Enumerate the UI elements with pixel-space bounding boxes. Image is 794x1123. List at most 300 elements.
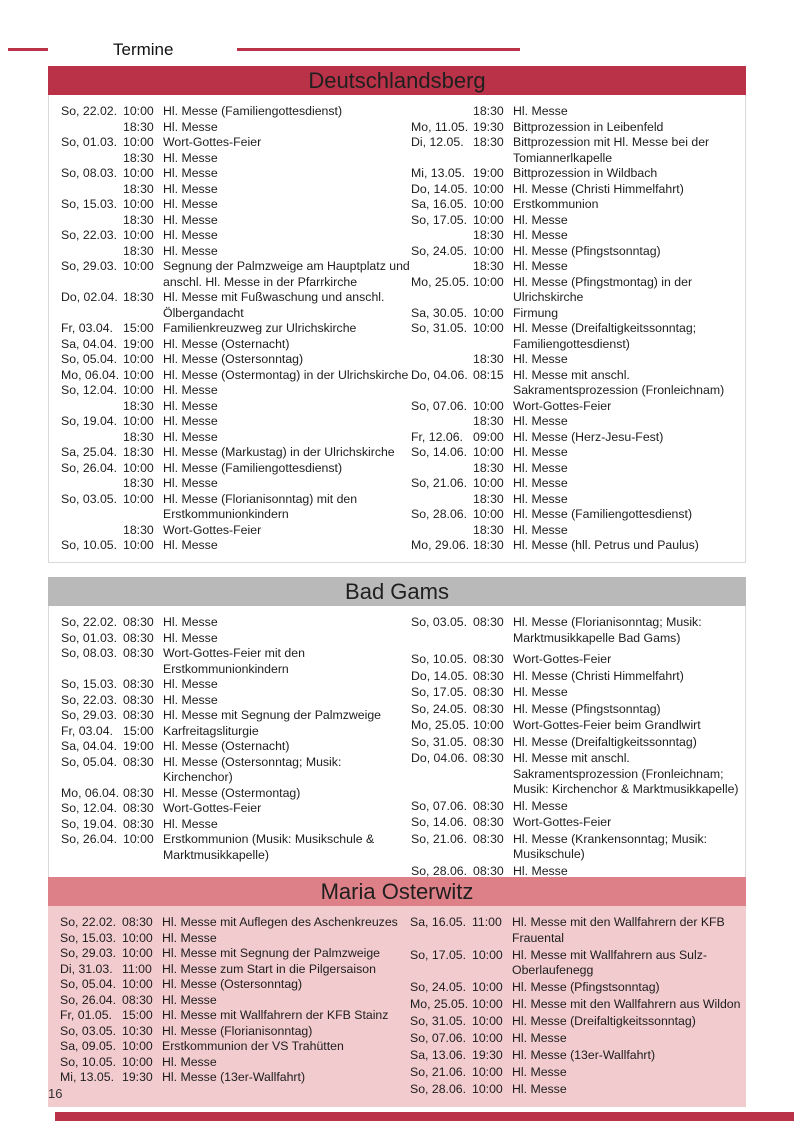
- date-cell: Do, 02.04.: [61, 290, 118, 304]
- schedule-entry: [411, 445, 741, 461]
- event-cell: Hl. Messe (13er-Wallfahrt): [162, 1070, 306, 1084]
- schedule-entry: [411, 182, 741, 198]
- date-cell: So, 21.06.: [411, 476, 468, 490]
- date-cell: So, 03.05.: [60, 1023, 117, 1038]
- date-cell: So, 22.02.: [61, 615, 118, 629]
- section-title-bad-gams: Bad Gams: [48, 577, 746, 606]
- event-cell: Wort-Gottes-Feier beim Grandlwirt: [513, 718, 701, 732]
- schedule-entry: [61, 461, 411, 477]
- schedule-entry: [61, 135, 411, 151]
- time-cell: 10:00: [123, 383, 154, 397]
- event-cell: Hl. Messe: [513, 414, 568, 428]
- time-cell: 08:15: [473, 367, 504, 382]
- time-cell: 10:00: [123, 197, 154, 211]
- schedule-entry: [61, 244, 411, 260]
- schedule-entry: [410, 1031, 742, 1047]
- schedule-entry: [61, 445, 411, 461]
- event-cell: Hl. Messe mit anschl. Sakramentsprozession (Fronleichnam): [513, 367, 725, 397]
- event-cell: Hl. Messe (Ostersonntag): [163, 352, 304, 366]
- time-cell: 11:00: [122, 961, 152, 976]
- time-cell: 10:00: [473, 321, 504, 335]
- event-cell: Bittprozession mit Hl. Messe bei der Tomiannerlkapelle: [513, 135, 710, 165]
- event-cell: Hl. Messe mit Fußwaschung und anschl. Ölbergandacht: [163, 290, 385, 320]
- date-cell: Mo, 06.04.: [61, 367, 120, 382]
- schedule-entry: [61, 693, 411, 709]
- schedule-entry: [411, 213, 741, 229]
- event-cell: Hl. Messe: [162, 992, 217, 1007]
- event-cell: Hl. Messe zum Start in die Pilgersaison: [162, 961, 376, 976]
- date-cell: So, 26.04.: [61, 460, 118, 475]
- date-cell: Sa, 16.05.: [410, 915, 467, 929]
- event-cell: Hl. Messe (Ostersonntag; Musik: Kirchenchor): [163, 754, 342, 784]
- event-cell: Firmung: [513, 305, 559, 320]
- section-bad-gams: [48, 577, 746, 889]
- schedule-entry: [61, 677, 411, 693]
- time-cell: 10:00: [473, 197, 504, 211]
- event-cell: Wort-Gottes-Feier: [513, 652, 612, 666]
- time-cell: 08:30: [473, 831, 504, 846]
- schedule-entry: [411, 430, 741, 446]
- schedule-column-right: [411, 104, 741, 554]
- event-cell: Wort-Gottes-Feier mit den Erstkommunionkindern: [163, 646, 305, 676]
- schedule-entry: [411, 702, 741, 718]
- heading-rule-right: [237, 48, 520, 51]
- event-cell: Hl. Messe (Florianisonntag) mit den Erstkommunionkindern: [163, 491, 358, 521]
- time-cell: 10:00: [122, 946, 153, 960]
- section-maria-osterwitz: [48, 877, 746, 1107]
- date-cell: [411, 104, 473, 120]
- date-cell: So, 15.03.: [60, 930, 117, 945]
- schedule-entry: [410, 1065, 742, 1081]
- date-cell: Mi, 13.05.: [60, 1070, 114, 1084]
- date-cell: So, 21.06.: [411, 831, 468, 846]
- date-cell: So, 29.03.: [60, 946, 117, 960]
- time-cell: 19:30: [473, 119, 504, 134]
- schedule-bad-gams: [48, 606, 746, 889]
- event-cell: Hl. Messe (Ostersonntag): [162, 977, 303, 991]
- schedule-entry: [411, 799, 741, 815]
- event-cell: Hl. Messe (Markustag) in der Ulrichskirche: [163, 445, 395, 459]
- event-cell: Hl. Messe mit den Wallfahrern der KFB Frauental: [512, 915, 725, 945]
- time-cell: 18:30: [123, 150, 154, 165]
- date-cell: So, 07.06.: [411, 798, 468, 813]
- time-cell: 10:00: [473, 398, 504, 413]
- date-cell: Sa, 16.05.: [411, 197, 468, 211]
- schedule-entry: [411, 120, 741, 136]
- time-cell: 08:30: [123, 630, 154, 645]
- event-cell: Wort-Gottes-Feier: [163, 801, 262, 815]
- date-cell: Mo, 25.05.: [411, 718, 470, 732]
- date-cell: So, 31.05.: [411, 734, 468, 749]
- time-cell: 08:30: [123, 754, 154, 769]
- date-cell: So, 29.03.: [61, 708, 118, 722]
- event-cell: Hl. Messe: [163, 429, 218, 444]
- schedule-entry: [61, 817, 411, 833]
- time-cell: 19:00: [473, 166, 504, 180]
- time-cell: 10:00: [123, 538, 154, 552]
- time-cell: 08:30: [122, 915, 153, 929]
- schedule-entry: [411, 306, 741, 322]
- schedule-entry: [61, 166, 411, 182]
- event-cell: Hl. Messe: [163, 692, 218, 707]
- event-cell: Hl. Messe: [513, 352, 568, 366]
- schedule-entry: [61, 352, 411, 368]
- time-cell: 08:30: [473, 798, 504, 813]
- time-cell: 10:00: [473, 507, 504, 521]
- event-cell: Hl. Messe: [163, 166, 218, 180]
- date-cell: So, 24.05.: [411, 243, 468, 258]
- time-cell: 08:30: [473, 652, 504, 666]
- event-cell: Wort-Gottes-Feier: [163, 135, 262, 149]
- event-cell: Hl. Messe: [513, 460, 568, 475]
- date-cell: So, 08.03.: [61, 646, 118, 660]
- schedule-entry: [61, 724, 411, 740]
- event-cell: Hl. Messe: [163, 243, 218, 258]
- event-cell: Hl. Messe: [163, 150, 218, 165]
- date-cell: Mi, 13.05.: [411, 166, 465, 180]
- event-cell: Hl. Messe: [162, 1054, 217, 1069]
- time-cell: 18:30: [473, 460, 504, 475]
- event-cell: Erstkommunion: [513, 197, 599, 211]
- schedule-entry: [61, 615, 411, 631]
- schedule-entry: [411, 461, 741, 477]
- event-cell: Hl. Messe (Pfingstmontag) in der Ulrichskirche: [513, 274, 693, 304]
- time-cell: 10:00: [123, 228, 154, 242]
- date-cell: Mo, 29.06.: [411, 538, 470, 552]
- schedule-entry: [61, 290, 411, 321]
- event-cell: Wort-Gottes-Feier: [513, 398, 612, 413]
- event-cell: Hl. Messe (Florianisonntag; Musik: Marktmusikkapelle Bad Gams): [513, 615, 702, 645]
- schedule-column-left: [61, 615, 411, 880]
- event-cell: Hl. Messe: [513, 445, 568, 459]
- schedule-entry: [60, 946, 410, 962]
- event-cell: Hl. Messe (Dreifaltigkeitssonntag; Familiengottesdienst): [513, 321, 697, 351]
- schedule-entry: [61, 414, 411, 430]
- section-title-maria-osterwitz: Maria Osterwitz: [48, 877, 746, 906]
- time-cell: 18:30: [123, 119, 154, 134]
- time-cell: 18:30: [123, 398, 154, 413]
- time-cell: 10:00: [123, 166, 154, 180]
- time-cell: 08:30: [123, 646, 154, 660]
- event-cell: Hl. Messe: [163, 615, 218, 629]
- schedule-entry: [61, 104, 411, 120]
- schedule-entry: [61, 368, 411, 384]
- schedule-maria-osterwitz: [48, 906, 746, 1107]
- schedule-entry: [411, 507, 741, 523]
- event-cell: Hl. Messe: [513, 259, 568, 273]
- time-cell: 10:00: [473, 243, 504, 258]
- date-cell: So, 10.05.: [61, 538, 118, 552]
- time-cell: 18:30: [473, 522, 504, 537]
- date-cell: So, 19.04.: [61, 816, 118, 831]
- date-cell: Fr, 01.05.: [60, 1008, 112, 1022]
- date-cell: So, 22.02.: [61, 104, 118, 118]
- time-cell: 08:30: [473, 685, 504, 699]
- event-cell: Hl. Messe: [163, 228, 218, 242]
- event-cell: Wort-Gottes-Feier: [513, 815, 612, 829]
- schedule-entry: [61, 646, 411, 677]
- time-cell: 08:30: [123, 816, 154, 831]
- date-cell: So, 14.06.: [411, 815, 468, 829]
- time-cell: 10:00: [472, 1014, 503, 1028]
- date-cell: [411, 414, 473, 430]
- event-cell: Hl. Messe (Herz-Jesu-Fest): [513, 429, 664, 444]
- event-cell: Hl. Messe (Dreifaltigkeitssonntag): [512, 1014, 696, 1028]
- schedule-entry: [411, 166, 741, 182]
- event-cell: Hl. Messe (Pfingstsonntag): [513, 701, 661, 716]
- schedule-entry: [60, 977, 410, 993]
- schedule-entry: [411, 615, 741, 646]
- date-cell: So, 22.02.: [60, 915, 117, 929]
- event-cell: Hl. Messe (Pfingstsonntag): [512, 980, 660, 994]
- date-cell: Sa, 04.04.: [61, 739, 118, 753]
- schedule-entry: [60, 1008, 410, 1024]
- event-cell: Hl. Messe mit Wallfahrern der KFB Stainz: [162, 1008, 389, 1022]
- event-cell: Hl. Messe mit anschl. Sakramentsprozession (Fronleichnam; Musik: Kirchenchor & Marktmusikkapelle): [513, 751, 739, 796]
- date-cell: [411, 352, 473, 368]
- date-cell: [61, 151, 123, 167]
- date-cell: Sa, 30.05.: [411, 305, 468, 320]
- schedule-entry: [411, 652, 741, 668]
- date-cell: Fr, 12.06.: [411, 429, 463, 444]
- date-cell: [61, 399, 123, 415]
- section-title-deutschlandsberg: Deutschlandsberg: [48, 66, 746, 95]
- schedule-entry: [61, 523, 411, 539]
- event-cell: Hl. Messe: [162, 930, 217, 945]
- time-cell: 19:00: [123, 739, 154, 753]
- event-cell: Hl. Messe (Ostermontag): [163, 785, 301, 800]
- schedule-entry: [61, 755, 411, 786]
- time-cell: 19:00: [123, 336, 154, 351]
- event-cell: Hl. Messe (hll. Petrus und Paulus): [513, 538, 699, 552]
- date-cell: [61, 430, 123, 446]
- time-cell: 18:30: [473, 104, 504, 118]
- event-cell: Hl. Messe (Christi Himmelfahrt): [513, 181, 684, 196]
- time-cell: 08:30: [473, 668, 504, 683]
- date-cell: [411, 523, 473, 539]
- time-cell: 18:30: [123, 522, 154, 537]
- date-cell: So, 07.06.: [410, 1031, 467, 1045]
- time-cell: 10:00: [123, 135, 154, 149]
- date-cell: Sa, 09.05.: [60, 1039, 117, 1053]
- date-cell: So, 28.06.: [410, 1082, 467, 1096]
- date-cell: Do, 04.06.: [411, 751, 468, 765]
- schedule-entry: [60, 1055, 410, 1071]
- date-cell: Fr, 03.04.: [61, 723, 113, 738]
- event-cell: Hl. Messe: [163, 398, 218, 413]
- date-cell: Mo, 25.05.: [411, 274, 470, 289]
- section-deutschlandsberg: [48, 66, 746, 563]
- date-cell: [411, 461, 473, 477]
- time-cell: 10:00: [473, 181, 504, 196]
- event-cell: Hl. Messe (Osternacht): [163, 336, 290, 351]
- event-cell: Hl. Messe: [163, 197, 218, 211]
- date-cell: Do, 14.05.: [411, 668, 468, 683]
- time-cell: 10:00: [472, 1082, 503, 1096]
- time-cell: 08:30: [473, 815, 504, 829]
- date-cell: So, 01.03.: [61, 630, 118, 645]
- schedule-entry: [61, 321, 411, 337]
- schedule-entry: [410, 997, 742, 1013]
- time-cell: 10:00: [473, 274, 504, 289]
- date-cell: [411, 228, 473, 244]
- event-cell: Hl. Messe mit den Wallfahrern aus Wildon: [512, 997, 741, 1011]
- event-cell: Erstkommunion der VS Trahütten: [162, 1039, 344, 1053]
- schedule-entry: [411, 538, 741, 554]
- schedule-entry: [410, 915, 742, 946]
- date-cell: Di, 12.05.: [411, 135, 464, 149]
- schedule-entry: [61, 476, 411, 492]
- time-cell: 08:30: [473, 863, 504, 878]
- time-cell: 08:30: [473, 751, 504, 765]
- event-cell: Hl. Messe: [163, 383, 218, 397]
- time-cell: 19:30: [122, 1070, 153, 1084]
- schedule-entry: [411, 352, 741, 368]
- event-cell: Hl. Messe (Dreifaltigkeitssonntag): [513, 734, 697, 749]
- schedule-entry: [61, 631, 411, 647]
- schedule-entry: [411, 832, 741, 863]
- page-heading: [0, 40, 794, 60]
- date-cell: [61, 523, 123, 539]
- time-cell: 19:30: [472, 1048, 503, 1062]
- time-cell: 18:30: [473, 491, 504, 506]
- schedule-entry: [410, 948, 742, 979]
- time-cell: 09:00: [473, 429, 504, 444]
- event-cell: Familienkreuzweg zur Ulrichskirche: [163, 321, 357, 335]
- time-cell: 18:30: [473, 538, 504, 552]
- time-cell: 10:00: [123, 367, 154, 382]
- schedule-column-right: [411, 615, 741, 880]
- event-cell: Hl. Messe: [513, 104, 568, 118]
- schedule-entry: [411, 275, 741, 306]
- page-number: 16: [48, 1086, 63, 1101]
- time-cell: 10:00: [122, 1054, 153, 1069]
- date-cell: So, 12.04.: [61, 383, 118, 397]
- time-cell: 10:00: [473, 212, 504, 227]
- event-cell: Hl. Messe mit Segnung der Palmzweige: [163, 708, 382, 722]
- schedule-entry: [61, 337, 411, 353]
- schedule-entry: [61, 383, 411, 399]
- date-cell: Mo, 25.05.: [410, 997, 469, 1011]
- schedule-entry: [61, 213, 411, 229]
- event-cell: Hl. Messe: [513, 685, 568, 699]
- schedule-entry: [60, 1024, 410, 1040]
- time-cell: 15:00: [122, 1008, 153, 1022]
- event-cell: Hl. Messe: [163, 119, 218, 134]
- schedule-entry: [61, 197, 411, 213]
- event-cell: Hl. Messe (Familiengottesdienst): [163, 104, 343, 118]
- schedule-entry: [61, 120, 411, 136]
- schedule-entry: [61, 492, 411, 523]
- date-cell: So, 31.05.: [411, 321, 468, 335]
- schedule-entry: [411, 476, 741, 492]
- date-cell: So, 10.05.: [60, 1054, 117, 1069]
- schedule-entry: [411, 135, 741, 166]
- date-cell: [61, 120, 123, 136]
- event-cell: Hl. Messe: [512, 1065, 567, 1079]
- time-cell: 08:30: [123, 708, 154, 722]
- schedule-entry: [61, 399, 411, 415]
- page-heading-label: Termine: [113, 40, 174, 59]
- date-cell: So, 15.03.: [61, 677, 118, 691]
- schedule-entry: [410, 980, 742, 996]
- schedule-entry: [61, 739, 411, 755]
- schedule-entry: [60, 993, 410, 1009]
- time-cell: 08:30: [123, 692, 154, 707]
- date-cell: So, 14.06.: [411, 445, 468, 459]
- schedule-column-left: [60, 915, 410, 1099]
- event-cell: Hl. Messe (Ostermontag) in der Ulrichskirche: [163, 367, 409, 382]
- time-cell: 11:00: [472, 915, 502, 929]
- event-cell: Segnung der Palmzweige am Hauptplatz und anschl. Hl. Messe in der Pfarrkirche: [163, 259, 410, 289]
- date-cell: Sa, 25.04.: [61, 445, 118, 459]
- time-cell: 10:00: [122, 977, 153, 991]
- schedule-entry: [411, 735, 741, 751]
- schedule-entry: [411, 321, 741, 352]
- time-cell: 08:30: [473, 734, 504, 749]
- event-cell: Hl. Messe: [513, 863, 568, 878]
- event-cell: Hl. Messe (Christi Himmelfahrt): [513, 668, 684, 683]
- event-cell: Hl. Messe mit Wallfahrern aus Sulz-Oberlaufenegg: [512, 947, 707, 977]
- schedule-entry: [411, 669, 741, 685]
- date-cell: Di, 31.03.: [60, 961, 113, 976]
- schedule-entry: [411, 414, 741, 430]
- schedule-entry: [60, 962, 410, 978]
- time-cell: 10:00: [472, 997, 503, 1011]
- event-cell: Wort-Gottes-Feier: [163, 522, 262, 537]
- event-cell: Hl. Messe (13er-Wallfahrt): [512, 1048, 656, 1062]
- event-cell: Hl. Messe (Osternacht): [163, 739, 290, 753]
- schedule-entry: [411, 685, 741, 701]
- date-cell: Sa, 04.04.: [61, 336, 118, 351]
- schedule-entry: [411, 197, 741, 213]
- schedule-entry: [411, 104, 741, 120]
- time-cell: 18:30: [123, 212, 154, 227]
- time-cell: 18:30: [123, 290, 154, 304]
- schedule-deutschlandsberg: [48, 95, 746, 563]
- schedule-entry: [60, 1039, 410, 1055]
- date-cell: [411, 492, 473, 508]
- time-cell: 10:00: [473, 305, 504, 320]
- footer-rule: [55, 1112, 794, 1121]
- event-cell: Hl. Messe: [163, 414, 218, 428]
- date-cell: So, 24.05.: [411, 701, 468, 716]
- date-cell: [61, 182, 123, 198]
- date-cell: So, 29.03.: [61, 259, 118, 273]
- date-cell: So, 15.03.: [61, 197, 118, 211]
- schedule-entry: [61, 786, 411, 802]
- schedule-entry: [60, 1070, 410, 1086]
- time-cell: 10:00: [123, 259, 154, 273]
- date-cell: So, 19.04.: [61, 414, 118, 428]
- schedule-entry: [61, 259, 411, 290]
- event-cell: Hl. Messe mit Auflegen des Aschenkreuzes: [162, 915, 398, 929]
- date-cell: So, 05.04.: [60, 977, 117, 991]
- schedule-entry: [411, 244, 741, 260]
- schedule-entry: [60, 915, 410, 931]
- time-cell: 10:00: [122, 1039, 153, 1053]
- schedule-entry: [61, 430, 411, 446]
- date-cell: So, 03.05.: [411, 615, 468, 629]
- time-cell: 10:00: [123, 352, 154, 366]
- time-cell: 10:00: [122, 930, 153, 945]
- time-cell: 18:30: [473, 135, 504, 149]
- date-cell: Sa, 13.06.: [410, 1048, 467, 1062]
- event-cell: Hl. Messe: [163, 677, 218, 691]
- date-cell: So, 31.05.: [410, 1014, 467, 1028]
- schedule-entry: [61, 182, 411, 198]
- time-cell: 18:30: [473, 352, 504, 366]
